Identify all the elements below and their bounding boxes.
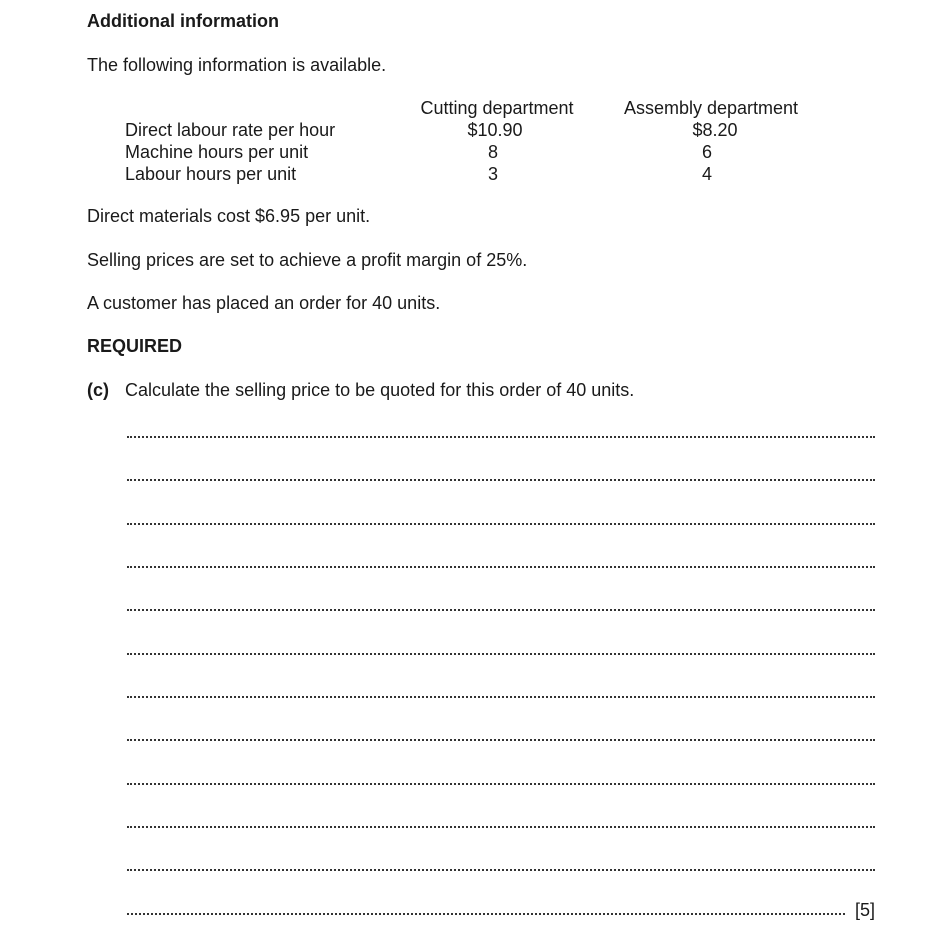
cell-cutting-labour-hours: 3 xyxy=(487,164,498,184)
answer-line[interactable] xyxy=(127,739,875,741)
answer-line[interactable] xyxy=(127,783,875,785)
cell-cutting-machine-hours: 8 xyxy=(487,142,498,162)
answer-line[interactable] xyxy=(127,566,875,568)
answer-line[interactable] xyxy=(127,523,875,525)
answer-line[interactable] xyxy=(127,653,875,655)
header-cutting-department: Cutting department xyxy=(420,98,574,118)
answer-line[interactable] xyxy=(127,826,875,828)
cell-cutting-labour-rate: $10.90 xyxy=(467,120,523,140)
marks-indicator: [5] xyxy=(855,900,876,920)
answer-line[interactable] xyxy=(127,609,875,611)
section-heading: Additional information xyxy=(87,11,279,31)
answer-line[interactable] xyxy=(127,869,875,871)
question-label: (c) xyxy=(87,380,109,400)
pricing-text: Selling prices are set to achieve a profit margin of 25%. xyxy=(87,250,528,270)
required-heading: REQUIRED xyxy=(87,336,183,356)
row-label-labour-hours: Labour hours per unit xyxy=(125,164,297,184)
cell-assembly-labour-hours: 4 xyxy=(701,164,712,184)
answer-line[interactable] xyxy=(127,436,875,438)
answer-line[interactable] xyxy=(127,696,875,698)
cell-assembly-machine-hours: 6 xyxy=(701,142,712,162)
row-label-machine-hours: Machine hours per unit xyxy=(125,142,309,162)
question-text: Calculate the selling price to be quoted for this order of 40 units. xyxy=(125,380,635,400)
row-label-labour-rate: Direct labour rate per hour xyxy=(125,120,336,140)
answer-line[interactable] xyxy=(127,479,875,481)
materials-text: Direct materials cost $6.95 per unit. xyxy=(87,206,371,226)
answer-line-last[interactable] xyxy=(127,913,845,915)
intro-text: The following information is available. xyxy=(87,55,387,75)
cell-assembly-labour-rate: $8.20 xyxy=(692,120,738,140)
header-assembly-department: Assembly department xyxy=(623,98,799,118)
order-text: A customer has placed an order for 40 units. xyxy=(87,293,441,313)
